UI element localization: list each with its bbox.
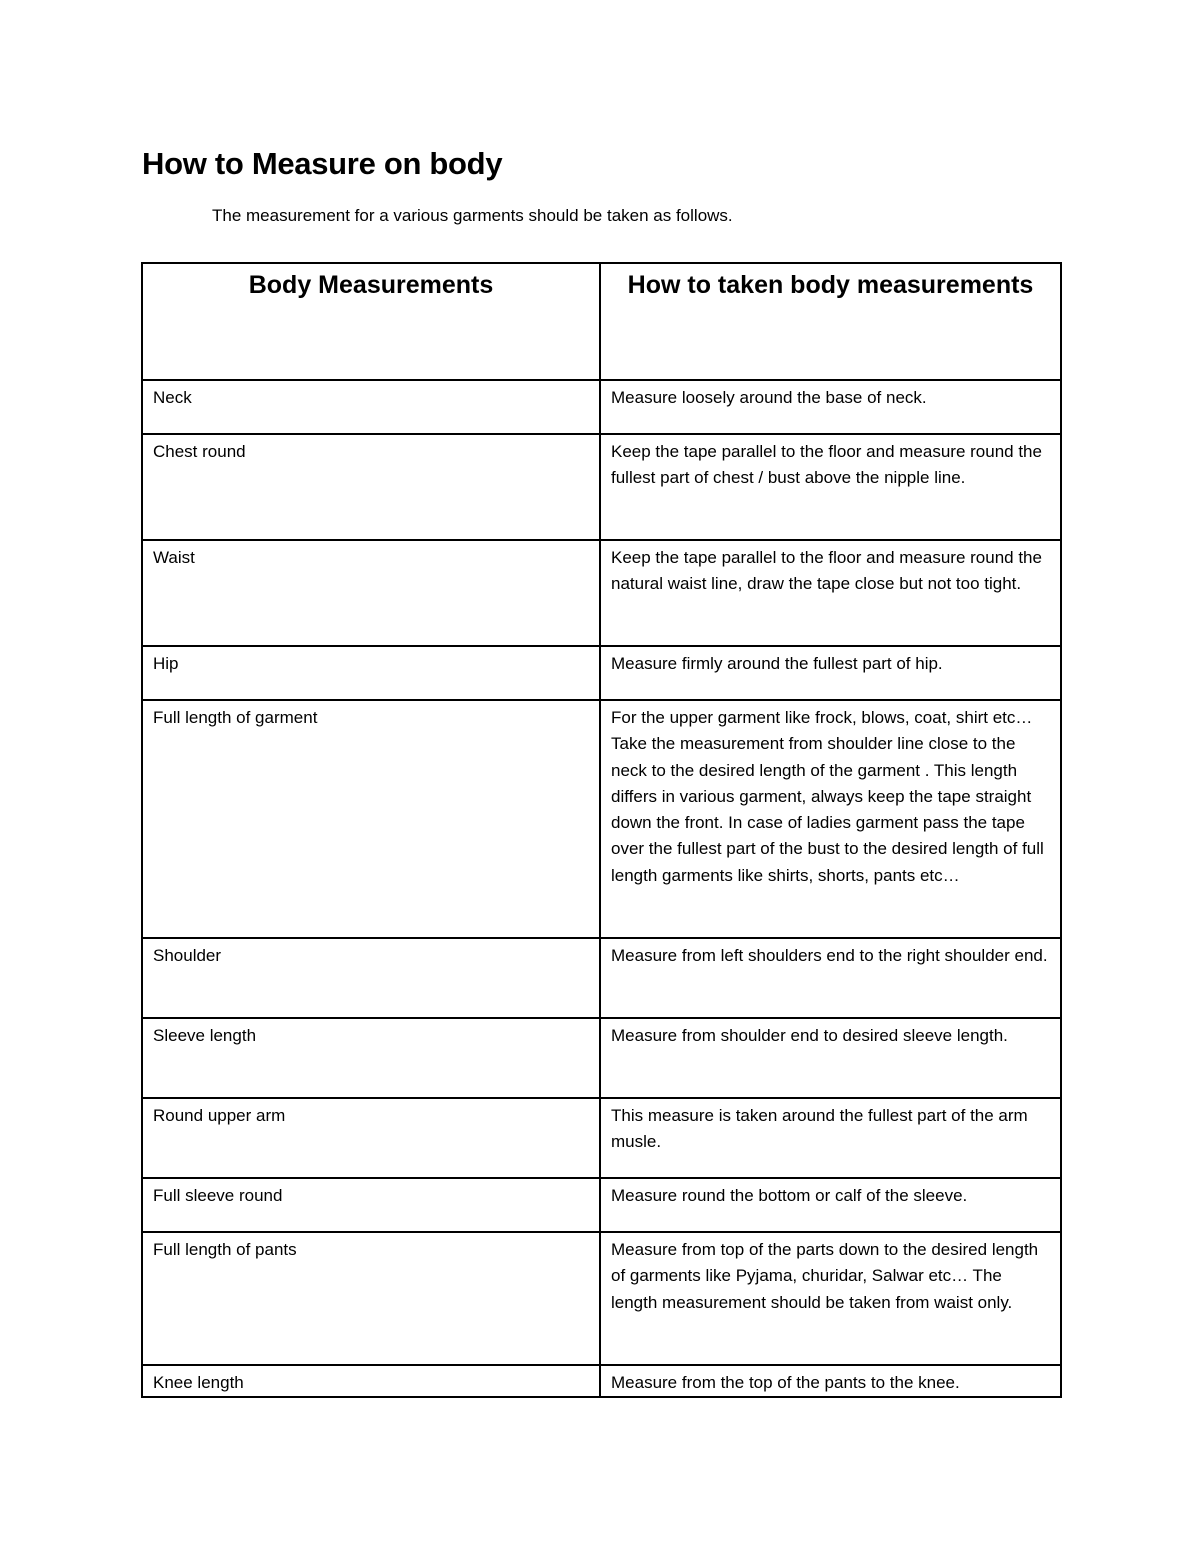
measurement-instruction: For the upper garment like frock, blows, coat, shirt etc… Take the measurement from shoulder line close to the neck to the desired length of the garment . This length differs in various garment, always keep the tape straight down the front. In case of ladies garment pass the tape over the fullest part of the bust to the desired length of full length garments like shirts, shorts, pants etc… <box>600 700 1061 938</box>
column-header-how-to-measure: How to taken body measurements <box>600 263 1061 380</box>
table-row <box>142 700 1061 938</box>
table-row <box>142 540 1061 646</box>
measurement-name: Waist <box>142 540 600 646</box>
measurement-name: Hip <box>142 646 600 700</box>
measurement-instruction: Measure from left shoulders end to the right shoulder end. <box>600 938 1061 1018</box>
table-row <box>142 380 1061 434</box>
measurement-name: Chest round <box>142 434 600 540</box>
table-row <box>142 1098 1061 1178</box>
measurement-instruction: Keep the tape parallel to the floor and measure round the fullest part of chest / bust above the nipple line. <box>600 434 1061 540</box>
measurement-instruction: Measure from top of the parts down to the desired length of garments like Pyjama, churidar, Salwar etc… The length measurement should be taken from waist only. <box>600 1232 1061 1365</box>
measurement-name: Sleeve length <box>142 1018 600 1098</box>
table-row <box>142 938 1061 1018</box>
page-title: How to Measure on body <box>142 146 503 181</box>
measurement-name: Shoulder <box>142 938 600 1018</box>
intro-text: The measurement for a various garments should be taken as follows. <box>212 206 733 225</box>
table-row <box>142 1018 1061 1098</box>
measurement-instruction: Measure from the top of the pants to the knee. <box>600 1365 1061 1397</box>
measurement-name: Full length of pants <box>142 1232 600 1365</box>
measurement-instruction: This measure is taken around the fullest part of the arm musle. <box>600 1098 1061 1178</box>
table-row <box>142 1232 1061 1365</box>
measurement-name: Full sleeve round <box>142 1178 600 1232</box>
table-row <box>142 1178 1061 1232</box>
table-header-row <box>142 263 1061 380</box>
measurement-name: Full length of garment <box>142 700 600 938</box>
measurement-name: Knee length <box>142 1365 600 1397</box>
table-row <box>142 434 1061 540</box>
table-row <box>142 646 1061 700</box>
measurement-instruction: Measure round the bottom or calf of the sleeve. <box>600 1178 1061 1232</box>
column-header-body-measurements: Body Measurements <box>142 263 600 380</box>
measurement-instruction: Keep the tape parallel to the floor and measure round the natural waist line, draw the tape close but not too tight. <box>600 540 1061 646</box>
table-row <box>142 1365 1061 1397</box>
measurement-name: Round upper arm <box>142 1098 600 1178</box>
measurement-instruction: Measure from shoulder end to desired sleeve length. <box>600 1018 1061 1098</box>
measurement-instruction: Measure loosely around the base of neck. <box>600 380 1061 434</box>
measurement-name: Neck <box>142 380 600 434</box>
measurement-table <box>141 262 1062 1398</box>
measurement-instruction: Measure firmly around the fullest part of hip. <box>600 646 1061 700</box>
